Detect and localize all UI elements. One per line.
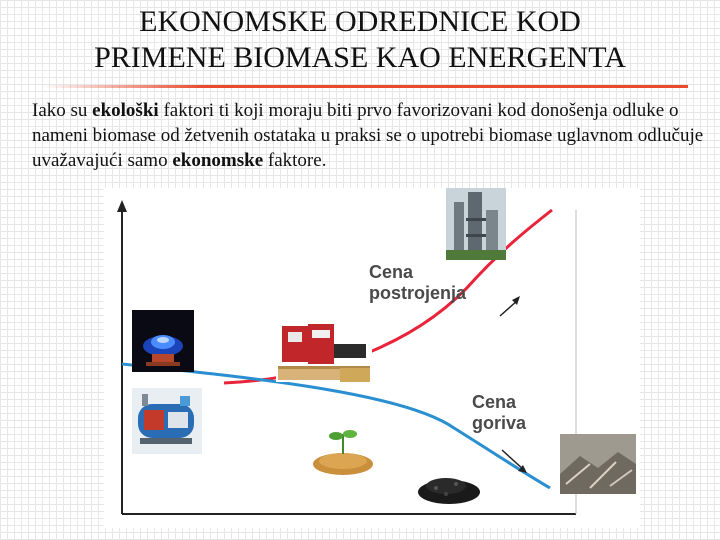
wood-chips-icon <box>340 368 370 382</box>
plant-trend-arrow-icon <box>500 296 520 316</box>
y-axis-arrow-icon <box>117 200 127 212</box>
wood-pellets-icon <box>310 424 376 476</box>
body-text-part-1: Iako su <box>32 100 93 121</box>
fuel-cost-label-line-2: goriva <box>472 413 527 433</box>
plant-cost-label <box>369 262 466 304</box>
gas-flame-icon <box>132 310 194 372</box>
industrial-plant-icon <box>446 188 506 260</box>
body-paragraph <box>32 98 712 173</box>
cost-figure <box>104 188 640 528</box>
slide-title <box>0 4 720 76</box>
plant-cost-label-line-1: Cena <box>369 262 414 282</box>
body-text-part-3: faktore. <box>263 150 327 171</box>
plant-cost-label-line-2: postrojenja <box>369 283 467 303</box>
title-underline <box>42 85 688 88</box>
harvest-residue-icon <box>560 434 636 494</box>
title-line-1: EKONOMSKE ODREDNICE KOD <box>139 5 581 38</box>
body-text-part-2: faktori ti koji moraju biti prvo favorizovani kod donošenja odluke o nameni biomase od žetvenih ostataka u praksi se o upotrebi biomase uglavnom odlučuje uvažavajući samo <box>32 100 704 171</box>
steam-boiler-icon <box>132 388 202 454</box>
body-bold-ekonomske: ekonomske <box>172 150 264 171</box>
body-bold-ekoloski: ekološki <box>92 100 159 121</box>
fuel-cost-label <box>472 392 526 434</box>
title-line-2: PRIMENE BIOMASE KAO ENERGENTA <box>94 41 626 74</box>
coal-icon <box>416 466 482 506</box>
fuel-cost-label-line-1: Cena <box>472 392 517 412</box>
